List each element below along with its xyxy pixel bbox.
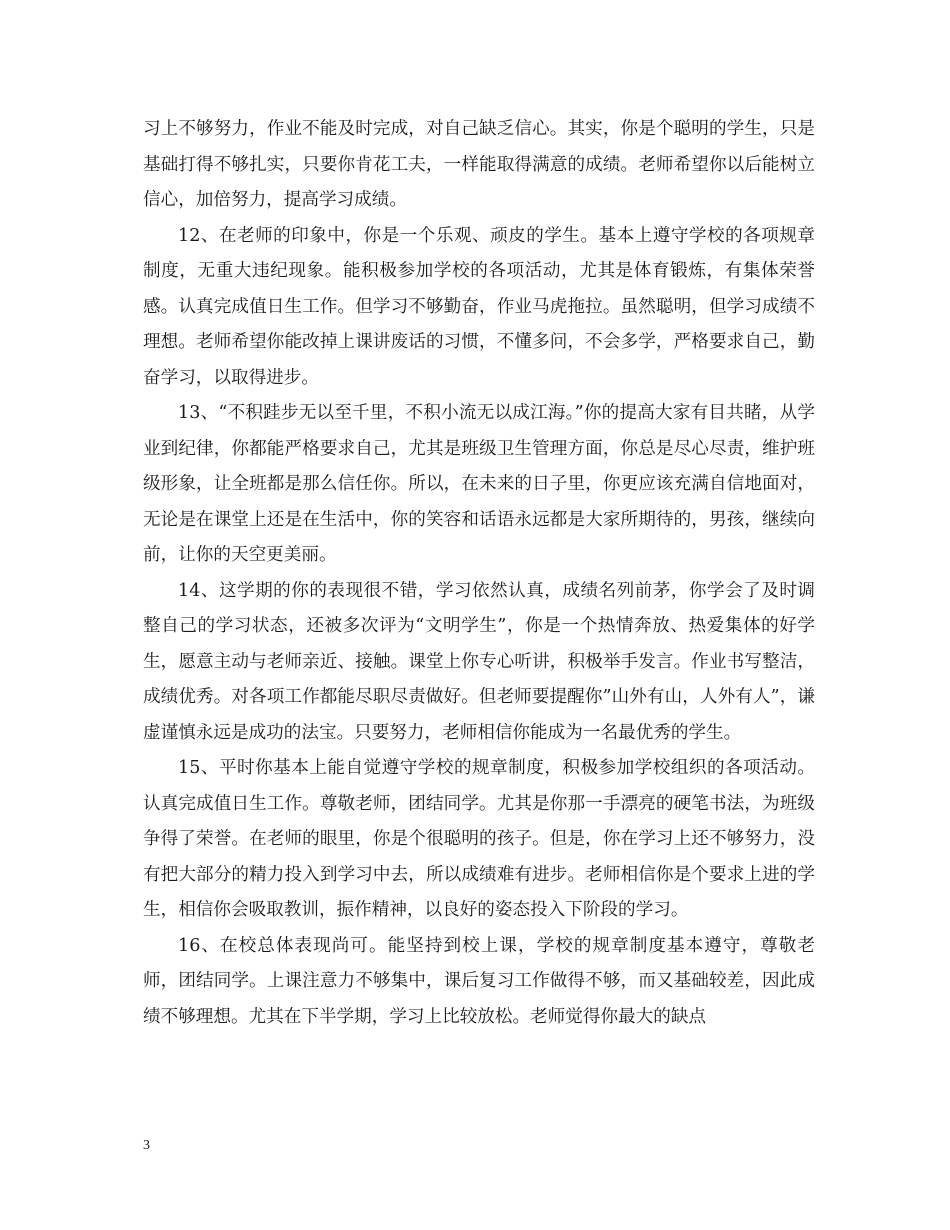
document-body (143, 112, 815, 1035)
paragraph-12: 12、在老师的印象中，你是一个乐观、顽皮的学生。基本上遵守学校的各项规章制度，无重大违纪现象。能积极参加学校的各项活动，尤其是体育锻炼，有集体荣誉感。认真完成值日生工作。但学习不够勤奋，作业马虎拖拉。虽然聪明，但学习成绩不理想。老师希望你能改掉上课讲废话的习惯，不懂多问，不会多学，严格要求自己，勤奋学习，以取得进步。 (143, 225, 815, 388)
paragraph-14: 14、这学期的你的表现很不错，学习依然认真，成绩名列前茅，你学会了及时调整自己的学习状态，还被多次评为“文明学生”，你是一个热情奔放、热爱集体的好学生，愿意主动与老师亲近、接触。课堂上你专心听讲，积极举手发言。作业书写整洁，成绩优秀。对各项工作都能尽职尽责做好。但老师要提醒你”山外有山，人外有人”，谦虚谨慎永远是成功的法宝。只要努力，老师相信你能成为一名最优秀的学生。 (143, 580, 815, 743)
paragraph-13: 13、“不积跬步无以至千里，不积小流无以成江海。”你的提高大家有目共睹，从学业到纪律，你都能严格要求自己，尤其是班级卫生管理方面，你总是尽心尽责，维护班级形象，让全班都是那么信任你。所以，在未来的日子里，你更应该充满自信地面对，无论是在课堂上还是在生活中，你的笑容和话语永远都是大家所期待的，男孩，继续向前，让你的天空更美丽。 (143, 403, 815, 565)
page-number: 3 (143, 1138, 150, 1153)
paragraph-11-continued: 习上不够努力，作业不能及时完成，对自己缺乏信心。其实，你是个聪明的学生，只是基础打得不够扎实，只要你肯花工夫，一样能取得满意的成绩。老师希望你以后能树立信心，加倍努力，提高学习成绩。 (143, 119, 815, 210)
paragraph-16: 16、在校总体表现尚可。能坚持到校上课，学校的规章制度基本遵守，尊敬老师，团结同学。上课注意力不够集中，课后复习工作做得不够，而又基础较差，因此成绩不够理想。尤其在下半学期，学习上比较放松。老师觉得你最大的缺点 (143, 935, 815, 1027)
paragraph-15: 15、平时你基本上能自觉遵守学校的规章制度，积极参加学校组织的各项活动。认真完成值日生工作。尊敬老师，团结同学。尤其是你那一手漂亮的硬笔书法，为班级争得了荣誉。在老师的眼里，你是个很聪明的孩子。但是，你在学习上还不够努力，没有把大部分的精力投入到学习中去，所以成绩难有进步。老师相信你是个要求上进的学生，相信你会吸取教训，振作精神，以良好的姿态投入下阶段的学习。 (143, 758, 815, 920)
